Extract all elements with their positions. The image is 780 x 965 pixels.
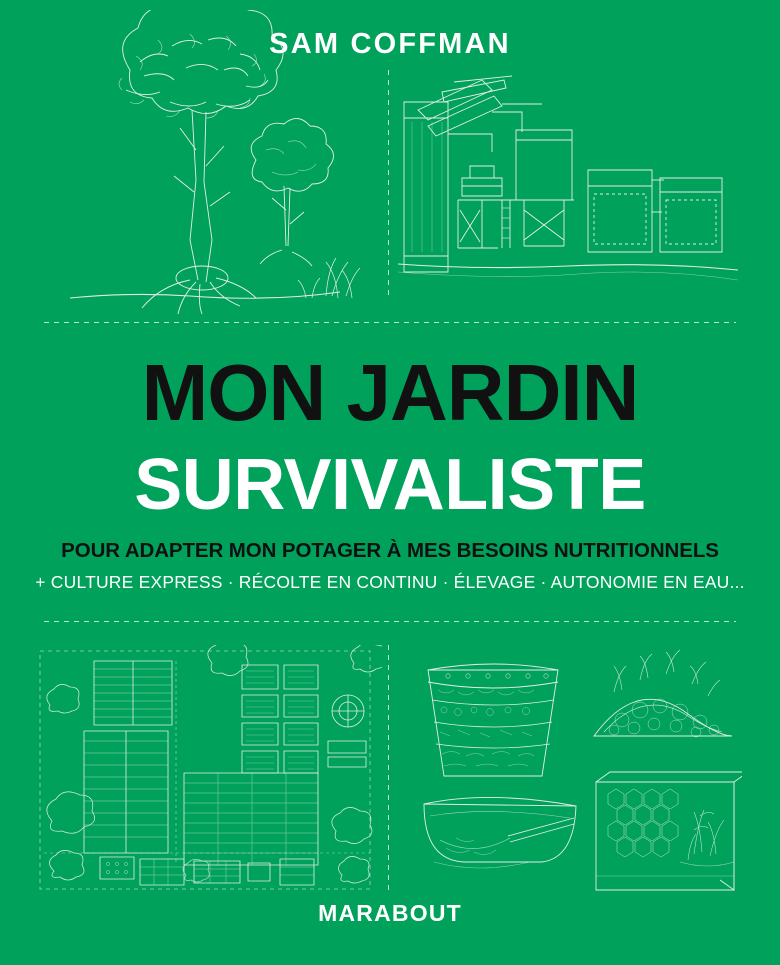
divider-vertical-bottom bbox=[388, 645, 389, 890]
page-title-line-2: SURVIVALISTE bbox=[134, 445, 646, 525]
water-tank-system-illustration bbox=[398, 74, 738, 294]
divider-horizontal-lower bbox=[44, 621, 736, 622]
cover-features-list: + CULTURE EXPRESS · RÉCOLTE EN CONTINU · ÉLEVAGE · AUTONOMIE EN EAU... bbox=[35, 572, 745, 592]
tree-and-shrub-illustration bbox=[40, 10, 370, 320]
publisher-name: MARABOUT bbox=[318, 900, 462, 926]
cover-tagline: POUR ADAPTER MON POTAGER À MES BESOINS NUTRITIONNELS bbox=[61, 539, 719, 562]
author-name: SAM COFFMAN bbox=[269, 28, 511, 60]
divider-horizontal-upper bbox=[44, 322, 736, 323]
divider-vertical-top bbox=[388, 70, 389, 295]
raised-bed-cross-section-illustration bbox=[400, 640, 742, 896]
garden-plan-illustration bbox=[36, 645, 382, 895]
page-title-line-1: MON JARDIN bbox=[141, 348, 639, 437]
